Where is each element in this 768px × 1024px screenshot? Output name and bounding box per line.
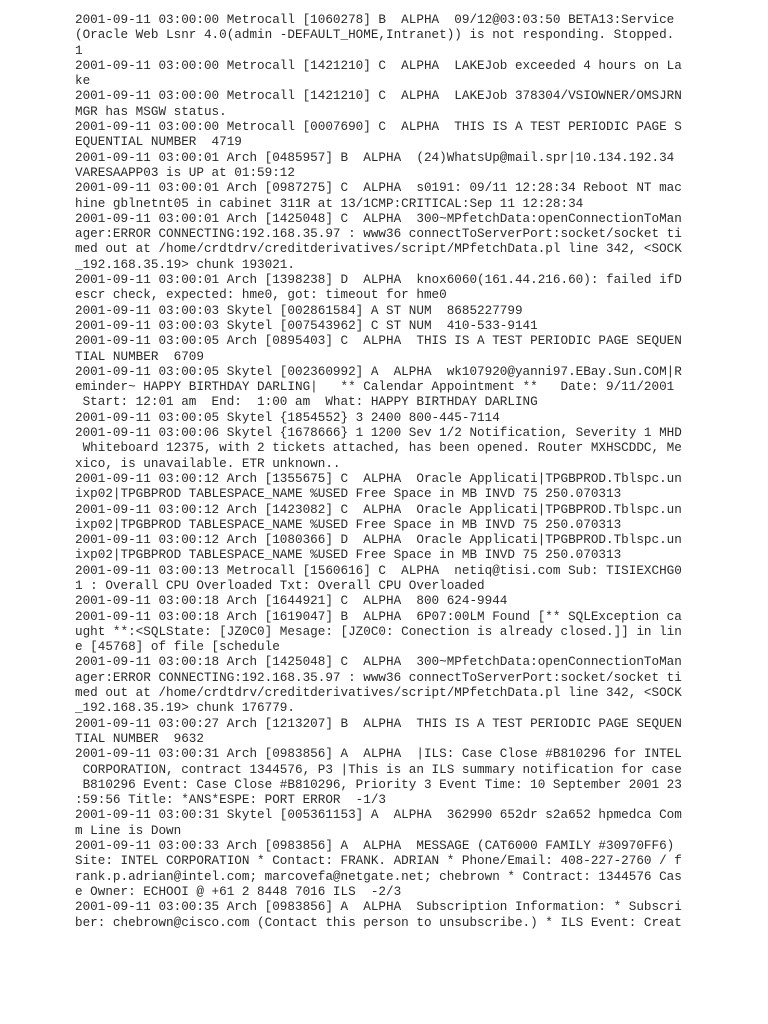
log-line: ager:ERROR CONNECTING:192.168.35.97 : www36 connectToServerPort:socket/socket ti [75,226,682,242]
log-line: xico, is unavailable. ETR unknown.. [75,455,341,471]
log-line: TIAL NUMBER 9632 [75,730,204,746]
log-line: e [45768] of file [schedule [75,639,280,655]
log-line: 2001-09-11 03:00:01 Arch [1398238] D ALPHA knox6060(161.44.216.60): failed ifD [75,272,682,288]
log-line: CORPORATION, contract 1344576, P3 |This is an ILS summary notification for case [75,761,682,777]
log-line: med out at /home/crdtdrv/creditderivatives/script/MPfetchData.pl line 342, <SOCK [75,241,682,257]
log-line: EQUENTIAL NUMBER 4719 [75,134,242,150]
log-line: hine gblnetnt05 in cabinet 311R at 13/1CMP:CRITICAL:Sep 11 12:28:34 [75,195,584,211]
log-line: ught **:<SQLState: [JZ0C0] Mesage: [JZ0C0: Conection is already closed.]] in lin [75,623,682,639]
log-line: ber: chebrown@cisco.com (Contact this person to unsubscribe.) * ILS Event: Creat [75,914,682,930]
log-line: escr check, expected: hme0, got: timeout for hme0 [75,287,447,303]
log-line: 2001-09-11 03:00:35 Arch [0983856] A ALPHA Subscription Information: * Subscri [75,899,682,915]
log-line: e Owner: ECHOOI @ +61 2 8448 7016 ILS -2/3 [75,883,402,899]
log-line: TIAL NUMBER 6709 [75,348,204,364]
log-line: 2001-09-11 03:00:01 Arch [0485957] B ALPHA (24)WhatsUp@mail.spr|10.134.192.34 [75,149,675,165]
log-line: 2001-09-11 03:00:27 Arch [1213207] B ALPHA THIS IS A TEST PERIODIC PAGE SEQUEN [75,715,682,731]
log-line: ixp02|TPGBPROD TABLESPACE_NAME %USED Free Space in MB INVD 75 250.070313 [75,547,622,563]
log-line: _192.168.35.19> chunk 193021. [75,256,295,272]
log-line: med out at /home/crdtdrv/creditderivatives/script/MPfetchData.pl line 342, <SOCK [75,685,682,701]
log-line: Whiteboard 12375, with 2 tickets attached, has been opened. Router MXHSCDDC, Me [75,440,682,456]
log-line: ixp02|TPGBPROD TABLESPACE_NAME %USED Free Space in MB INVD 75 250.070313 [75,516,622,532]
log-line: Site: INTEL CORPORATION * Contact: FRANK. ADRIAN * Phone/Email: 408-227-2760 / f [75,853,682,869]
log-line: Start: 12:01 am End: 1:00 am What: HAPPY BIRTHDAY DARLING [75,394,538,410]
log-line: 2001-09-11 03:00:05 Skytel {1854552} 3 2400 800-445-7114 [75,409,500,425]
log-line: 2001-09-11 03:00:12 Arch [1423082] C ALPHA Oracle Applicati|TPGBPROD.Tblspc.un [75,501,682,517]
log-line: 2001-09-11 03:00:05 Arch [0895403] C ALPHA THIS IS A TEST PERIODIC PAGE SEQUEN [75,333,682,349]
log-line: 2001-09-11 03:00:31 Arch [0983856] A ALPHA |ILS: Case Close #B810296 for INTEL [75,746,682,762]
log-line: 2001-09-11 03:00:33 Arch [0983856] A ALPHA MESSAGE (CAT6000 FAMILY #30970FF6) [75,838,675,854]
log-line: 2001-09-11 03:00:01 Arch [0987275] C ALPHA s0191: 09/11 12:28:34 Reboot NT mac [75,180,682,196]
log-line: 2001-09-11 03:00:12 Arch [1355675] C ALPHA Oracle Applicati|TPGBPROD.Tblspc.un [75,470,682,486]
log-line: :59:56 Title: *ANS*ESPE: PORT ERROR -1/3 [75,792,387,808]
log-line: 2001-09-11 03:00:18 Arch [1644921] C ALPHA 800 624-9944 [75,593,508,609]
log-line: (Oracle Web Lsnr 4.0(admin -DEFAULT_HOME,Intranet)) is not responding. Stopped. [75,27,675,43]
log-line: 1 : Overall CPU Overloaded Txt: Overall CPU Overloaded [75,577,485,593]
log-line: ixp02|TPGBPROD TABLESPACE_NAME %USED Free Space in MB INVD 75 250.070313 [75,486,622,502]
log-line: _192.168.35.19> chunk 176779. [75,700,295,716]
log-line: 2001-09-11 03:00:00 Metrocall [0007690] C ALPHA THIS IS A TEST PERIODIC PAGE S [75,119,682,135]
log-line: 2001-09-11 03:00:12 Arch [1080366] D ALPHA Oracle Applicati|TPGBPROD.Tblspc.un [75,532,682,548]
log-line: 2001-09-11 03:00:18 Arch [1619047] B ALPHA 6P07:00LM Found [** SQLException ca [75,608,682,624]
log-line: 2001-09-11 03:00:03 Skytel [002861584] A ST NUM 8685227799 [75,302,523,318]
log-line: 2001-09-11 03:00:03 Skytel [007543962] C ST NUM 410-533-9141 [75,317,538,333]
log-line: 2001-09-11 03:00:18 Arch [1425048] C ALPHA 300~MPfetchData:openConnectionToMan [75,654,682,670]
pager-log-text [75,12,682,930]
log-line: m Line is Down [75,822,182,838]
log-line: 2001-09-11 03:00:01 Arch [1425048] C ALPHA 300~MPfetchData:openConnectionToMan [75,210,682,226]
log-line: 2001-09-11 03:00:13 Metrocall [1560616] C ALPHA netiq@tisi.com Sub: TISIEXCHG0 [75,562,682,578]
log-line: 2001-09-11 03:00:00 Metrocall [1060278] B ALPHA 09/12@03:03:50 BETA13:Service [75,12,675,27]
log-line: eminder~ HAPPY BIRTHDAY DARLING| ** Calendar Appointment ** Date: 9/11/2001 [75,379,675,395]
log-line: MGR has MSGW status. [75,103,227,119]
log-line: ke [75,73,91,89]
log-line: VARESAAPP03 is UP at 01:59:12 [75,164,295,180]
log-line: 2001-09-11 03:00:31 Skytel [005361153] A ALPHA 362990 652dr s2a652 hpmedca Com [75,807,682,823]
log-line: ager:ERROR CONNECTING:192.168.35.97 : www36 connectToServerPort:socket/socket ti [75,669,682,685]
log-line: 2001-09-11 03:00:05 Skytel [002360992] A ALPHA wk107920@yanni97.EBay.Sun.COM|R [75,363,682,379]
log-line: B810296 Event: Case Close #B810296, Priority 3 Event Time: 10 September 2001 23 [75,776,682,792]
log-line: 2001-09-11 03:00:00 Metrocall [1421210] C ALPHA LAKEJob exceeded 4 hours on La [75,57,682,73]
log-line: 1 [75,42,83,58]
log-line: 2001-09-11 03:00:06 Skytel {1678666} 1 1200 Sev 1/2 Notification, Severity 1 MHD [75,425,682,441]
log-line: rank.p.adrian@intel.com; marcovefa@netgate.net; chebrown * Contract: 1344576 Cas [75,868,682,884]
log-line: 2001-09-11 03:00:00 Metrocall [1421210] C ALPHA LAKEJob 378304/VSIOWNER/OMSJRN [75,88,682,104]
